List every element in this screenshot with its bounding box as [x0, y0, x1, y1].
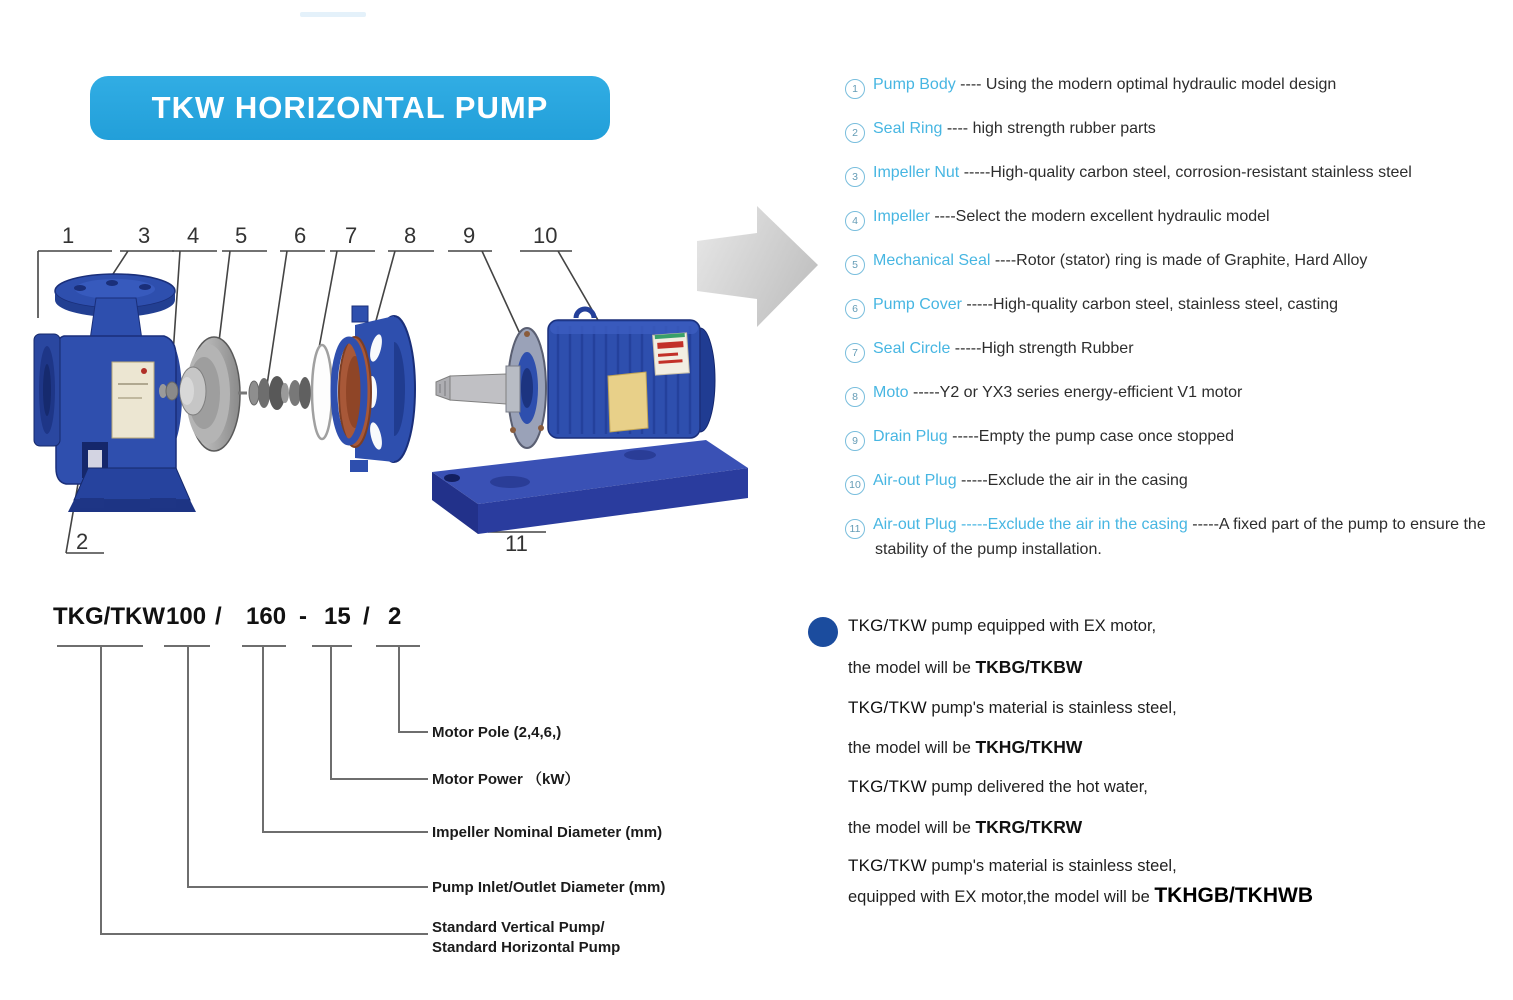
model-power: 15: [324, 603, 351, 630]
note-line: TKG/TKW pump's material is stainless steel,: [848, 698, 1177, 717]
part-number-badge: 6: [845, 299, 865, 319]
part-number-badge: 7: [845, 343, 865, 363]
model-slash1: /: [215, 603, 222, 630]
parts-list-item: 4 Impeller ----Select the modern excellent hydraulic model: [845, 206, 1500, 231]
note-line: the model will be TKRG/TKRW: [848, 817, 1083, 837]
part-number-badge: 8: [845, 387, 865, 407]
part-number-2: 2: [76, 529, 89, 554]
motor-shaft: [436, 366, 520, 412]
product-title-banner: [90, 76, 610, 140]
label-impeller-diameter: Impeller Nominal Diameter (mm): [432, 824, 663, 841]
note-line: the model will be TKBG/TKBW: [848, 657, 1083, 677]
parts-list-item: 10 Air-out Plug -----Exclude the air in the casing: [845, 470, 1500, 495]
model-impeller: 160: [246, 603, 287, 630]
part-number-badge: 10: [845, 475, 865, 495]
note-line: TKG/TKW pump delivered the hot water,: [848, 777, 1148, 796]
motor: [436, 309, 715, 448]
part-number-badge: 5: [845, 255, 865, 275]
part-number-7: 7: [345, 223, 358, 248]
part-number-badge: 3: [845, 167, 865, 187]
motor-nameplate: [608, 372, 648, 432]
parts-list-item: 3 Impeller Nut -----High-quality carbon steel, corrosion-resistant stainless steel: [845, 162, 1500, 187]
note-line: TKG/TKW pump's material is stainless steel,: [848, 856, 1177, 875]
parts-list-item: 2 Seal Ring ---- high strength rubber parts: [845, 118, 1500, 143]
parts-list: [845, 74, 1500, 579]
part-number-1: 1: [62, 223, 75, 248]
motor-top-label: [653, 333, 690, 375]
base-plate: [432, 440, 748, 534]
part-number-badge: 11: [845, 519, 865, 539]
note-line: the model will be TKHG/TKHW: [848, 737, 1083, 757]
part-number-3: 3: [138, 223, 151, 248]
part-number-badge: 2: [845, 123, 865, 143]
label-motor-power: Motor Power （kW）: [432, 771, 580, 788]
pump-exploded-diagram: [0, 195, 830, 575]
parts-list-item: 9 Drain Plug -----Empty the pump case once stopped: [845, 426, 1500, 451]
part-number-11: 11: [505, 531, 528, 556]
parts-list-item: 11 Air-out Plug -----Exclude the air in the casing -----A fixed part of the pump to ensure the stability of the pump installation.: [845, 514, 1500, 560]
page-title: TKW HORIZONTAL PUMP: [151, 90, 549, 125]
label-pump-type: Standard Vertical Pump/ Standard Horizontal Pump: [432, 919, 621, 956]
note-line: equipped with EX motor,the model will be TKHGB/TKHWB: [848, 884, 1313, 907]
parts-list-item: 6 Pump Cover -----High-quality carbon steel, stainless steel, casting: [845, 294, 1500, 319]
part-number-badge: 4: [845, 211, 865, 231]
impeller: [180, 337, 240, 451]
pump-cover: [334, 306, 415, 472]
impeller-nut: [159, 382, 178, 400]
part-number-4: 4: [187, 223, 200, 248]
parts-list-item: 8 Moto -----Y2 or YX3 series energy-efficient V1 motor: [845, 382, 1500, 407]
label-motor-pole: Motor Pole (2,4,6,): [432, 724, 562, 741]
model-pole: 2: [388, 603, 402, 630]
part-number-10: 10: [533, 223, 558, 248]
part-number-badge: 9: [845, 431, 865, 451]
model-slash2: /: [363, 603, 370, 630]
arrow-right-icon: [697, 206, 818, 327]
part-number-6: 6: [294, 223, 307, 248]
model-inlet: 100: [166, 603, 207, 630]
mechanical-seal-parts: [238, 376, 311, 410]
pump-label: [112, 362, 154, 438]
model-series: TKG/TKW: [53, 603, 165, 630]
label-inlet-outlet-diameter: Pump Inlet/Outlet Diameter (mm): [432, 879, 666, 896]
part-number-5: 5: [235, 223, 248, 248]
parts-list-item: 5 Mechanical Seal ----Rotor (stator) ring is made of Graphite, Hard Alloy: [845, 250, 1500, 275]
parts-list-item: 7 Seal Circle -----High strength Rubber: [845, 338, 1500, 363]
note-line: TKG/TKW pump equipped with EX motor,: [848, 616, 1157, 635]
part-number-9: 9: [463, 223, 476, 248]
scan-artifact: [300, 12, 366, 17]
model-dash: -: [299, 603, 307, 630]
part-number-badge: 1: [845, 79, 865, 99]
part-number-8: 8: [404, 223, 417, 248]
lifting-eye: [576, 309, 594, 318]
seal-circle-ring: [312, 345, 332, 439]
parts-list-item: 1 Pump Body ---- Using the modern optimal hydraulic model design: [845, 74, 1500, 99]
bullet-dot: [808, 617, 838, 647]
